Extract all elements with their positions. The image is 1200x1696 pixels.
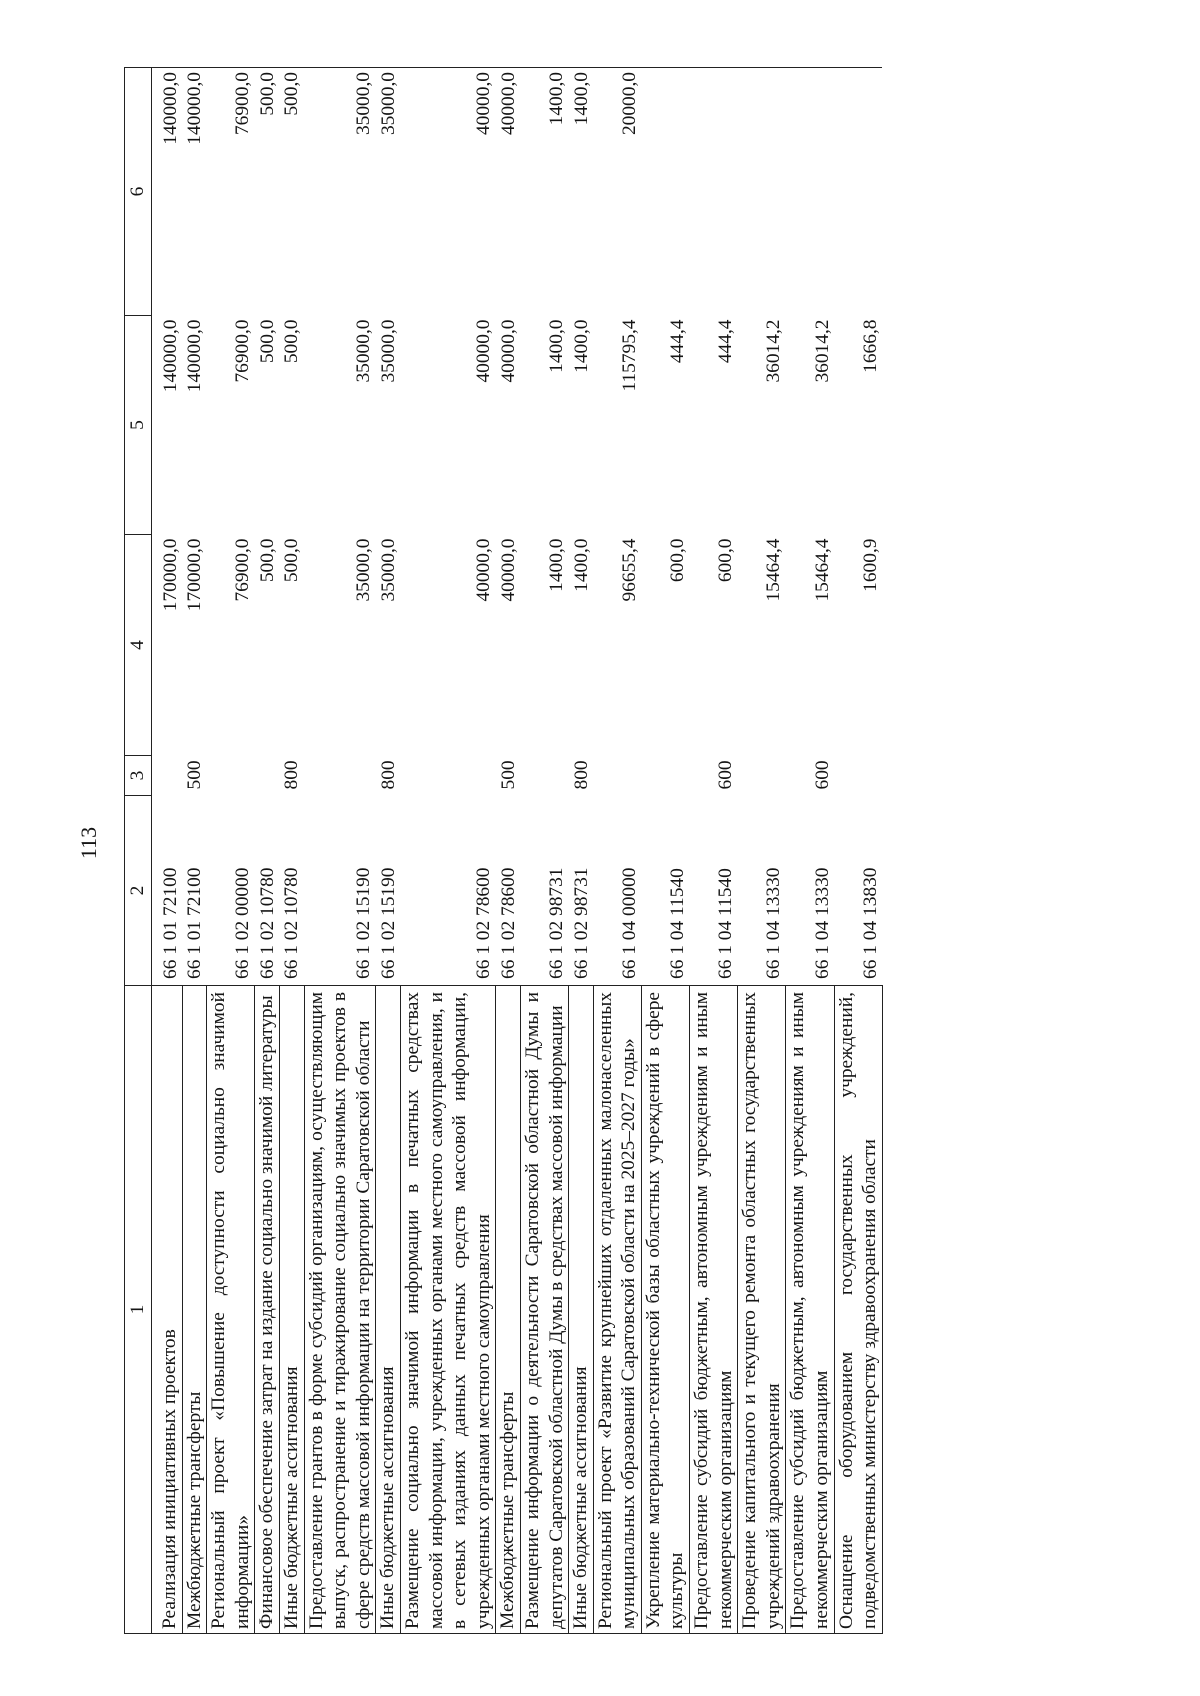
row-value-col6: 1400,0 [569, 68, 594, 316]
row-value-col5: 500,0 [281, 319, 303, 364]
row-type [520, 756, 568, 796]
row-value-col5: 500,0 [256, 319, 278, 364]
row-code: 66 1 02 00000 [207, 796, 255, 986]
table-row [641, 68, 689, 1634]
row-code: 66 1 04 13330 [738, 796, 786, 986]
row-value-col5: 444,4 [666, 319, 688, 364]
table-row [738, 68, 786, 1634]
row-type: 600 [715, 760, 737, 790]
row-name: Иные бюджетные ассигнования [376, 986, 401, 1634]
row-value-col6: 76900,0 [207, 68, 255, 316]
row-type [207, 756, 255, 796]
row-name: Укрепление материально-технической базы областных учреждений в сфере культуры [641, 986, 689, 1634]
row-value-col4: 170000,0 [159, 538, 181, 612]
row-value-col6: 1400,0 [520, 68, 568, 316]
row-name: Предоставление субсидий бюджетным, автономным учреждениям и иным некоммерческим организациям [786, 986, 834, 1634]
row-name: Региональный проект «Развитие крупнейших отдаленных малонаселенных муниципальных образований Саратовской области на 2025–2027 годы» [593, 986, 641, 1634]
row-code: 66 1 01 72100 [158, 796, 182, 986]
row-type: 500 [184, 760, 206, 790]
row-type [641, 756, 689, 796]
row-code: 66 1 02 15190 [376, 796, 401, 986]
row-type: 800 [281, 760, 303, 790]
row-value-col4: 15464,4 [763, 538, 785, 602]
row-value-col5: 444,4 [715, 319, 737, 364]
table-row [400, 68, 495, 1634]
row-value-col5: 1400,0 [546, 319, 567, 373]
row-value-col5: 115795,4 [618, 319, 640, 392]
row-value-col4: 76900,0 [232, 538, 254, 602]
row-value-col4: 170000,0 [184, 538, 206, 612]
row-name: Межбюджетные трансферты [496, 986, 521, 1634]
row-value-col5: 1400,0 [570, 319, 592, 373]
table-row [496, 68, 521, 1634]
row-value-col4: 96655,4 [618, 538, 640, 602]
table-row [304, 68, 376, 1634]
row-value-col4: 1600,9 [859, 538, 881, 592]
row-value-col5: 140000,0 [184, 319, 206, 393]
row-type [593, 756, 641, 796]
row-value-col5: 35000,0 [377, 319, 399, 383]
row-code: 66 1 02 98731 [569, 796, 594, 986]
row-name: Реализация инициативных проектов [158, 986, 182, 1634]
row-value-col4: 600,0 [666, 538, 688, 583]
row-value-col6: 20000,0 [593, 68, 641, 316]
table-header-row [125, 68, 152, 1634]
row-value-col4: 40000,0 [497, 538, 519, 602]
column-header: 6 [125, 68, 152, 316]
row-value-col6: 500,0 [255, 68, 280, 316]
row-value-col4: 500,0 [256, 538, 278, 583]
row-value-col6: 35000,0 [376, 68, 401, 316]
row-code: 66 1 02 78600 [496, 796, 521, 986]
row-name: Размещение информации о деятельности Саратовской областной Думы и депутатов Саратовской областной Думы в средствах массовой информации [520, 986, 568, 1634]
row-type [834, 756, 882, 796]
table-row [593, 68, 641, 1634]
row-value-col6: 140000,0 [158, 68, 182, 316]
row-name: Региональный проект «Повышение доступности социально значимой информации» [207, 986, 255, 1634]
row-value-col4: 35000,0 [377, 538, 399, 602]
row-code: 66 1 02 78600 [400, 796, 495, 986]
row-value-col5: 40000,0 [473, 319, 495, 383]
row-type: 500 [497, 760, 519, 790]
row-code: 66 1 04 11540 [690, 796, 738, 986]
row-code: 66 1 04 00000 [593, 796, 641, 986]
row-code: 66 1 04 11540 [641, 796, 689, 986]
row-value-col4: 1400,0 [546, 538, 567, 592]
budget-table [124, 67, 883, 1634]
column-header: 3 [125, 756, 152, 796]
row-name: Размещение социально значимой информации в печатных средствах массовой информации, учрежденных органами местного самоуправления, и в сетевых изданиях данных печатных средств массовой информации, учрежденных органами местного самоуправления [400, 986, 495, 1634]
row-value-col4: 40000,0 [473, 538, 495, 602]
table-row [520, 68, 568, 1634]
row-code: 66 1 04 13830 [834, 796, 882, 986]
row-name: Предоставление грантов в форме субсидий организациям, осуществляющим выпуск, распространение и тиражирование социально значимых проектов в сфере средств массовой информации на территории Саратовской области [304, 986, 376, 1634]
column-header: 5 [125, 316, 152, 535]
table-row [376, 68, 401, 1634]
row-code: 66 1 02 10780 [279, 796, 304, 986]
row-value-col5: 76900,0 [232, 319, 254, 383]
row-code: 66 1 02 10780 [255, 796, 280, 986]
table-row [207, 68, 255, 1634]
row-name: Иные бюджетные ассигнования [279, 986, 304, 1634]
row-value-col5: 36014,2 [763, 319, 785, 383]
row-value-col6 [641, 68, 689, 316]
row-value-col5: 1666,8 [859, 319, 881, 373]
column-header: 1 [125, 986, 152, 1634]
row-value-col4: 1400,0 [570, 538, 592, 592]
row-name: Предоставление субсидий бюджетным, автономным учреждениям и иным некоммерческим организациям [690, 986, 738, 1634]
row-value-col6: 500,0 [279, 68, 304, 316]
row-type: 600 [811, 760, 833, 790]
row-name: Оснащение оборудованием государственных учреждений, подведомственных министерству здравоохранения области [834, 986, 882, 1634]
row-code: 66 1 04 13330 [786, 796, 834, 986]
row-type [738, 756, 786, 796]
row-value-col4: 600,0 [715, 538, 737, 583]
table-body [152, 68, 883, 1634]
table-row [279, 68, 304, 1634]
row-code: 66 1 01 72100 [182, 796, 207, 986]
row-value-col6: 35000,0 [304, 68, 376, 316]
row-value-col4: 15464,4 [811, 538, 833, 602]
row-value-col5: 35000,0 [353, 319, 375, 383]
table-row [690, 68, 738, 1634]
rotated-budget-table [124, 68, 1174, 1634]
row-name: Финансовое обеспечение затрат на издание социально значимой литературы [255, 986, 280, 1634]
row-type [255, 756, 280, 796]
row-value-col5: 36014,2 [811, 319, 833, 383]
table-row [182, 68, 207, 1634]
table-row [834, 68, 882, 1634]
table-row [786, 68, 834, 1634]
row-value-col6 [738, 68, 786, 316]
table-row [255, 68, 280, 1634]
row-value-col6: 140000,0 [182, 68, 207, 316]
row-value-col6 [786, 68, 834, 316]
row-type [304, 756, 376, 796]
row-value-col6 [690, 68, 738, 316]
row-type: 800 [570, 760, 592, 790]
row-value-col4: 500,0 [281, 538, 303, 583]
row-name: Иные бюджетные ассигнования [569, 986, 594, 1634]
row-type: 800 [377, 760, 399, 790]
row-value-col6 [834, 68, 882, 316]
row-type [158, 756, 182, 796]
row-type [400, 756, 495, 796]
table-row [158, 68, 182, 1634]
row-value-col4: 35000,0 [353, 538, 375, 602]
column-header: 4 [125, 535, 152, 756]
row-code: 66 1 02 15190 [304, 796, 376, 986]
column-header: 2 [125, 796, 152, 986]
row-name: Межбюджетные трансферты [182, 986, 207, 1634]
row-value-col6: 40000,0 [496, 68, 521, 316]
row-name: Проведение капитального и текущего ремонта областных государственных учреждений здравоохранения [738, 986, 786, 1634]
table-row [569, 68, 594, 1634]
row-code: 66 1 02 98731 [520, 796, 568, 986]
row-value-col6: 40000,0 [400, 68, 495, 316]
row-value-col5: 140000,0 [159, 319, 181, 393]
row-value-col5: 40000,0 [497, 319, 519, 383]
page-number: 113 [76, 826, 101, 860]
